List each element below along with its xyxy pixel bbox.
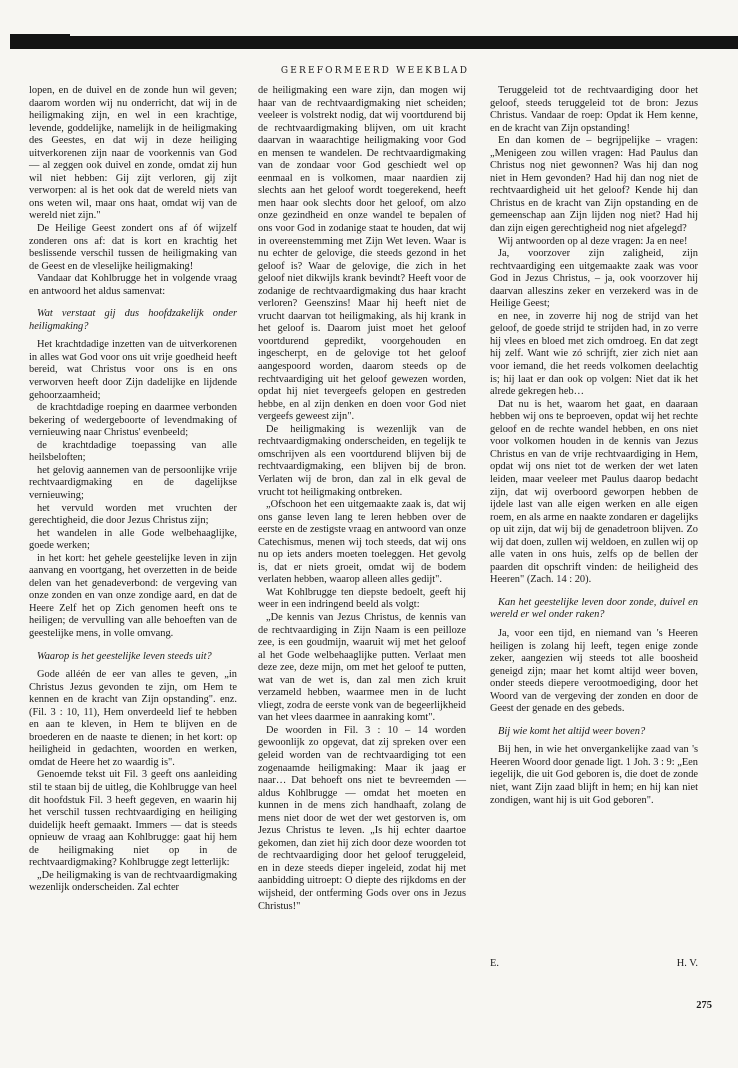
- question-heading: Waarop is het geestelijke leven steeds uit?: [37, 650, 212, 662]
- paragraph: Ja, voorzover zijn zaligheid, zijn rechtvaardiging een uitgemaakte zaak was voor God in Jezus Christus, – ja, ook voorzover hij daarvan alleszins zeker en verzekerd was in de Heilige Geest;: [490, 248, 698, 310]
- text-column-2: [258, 85, 466, 913]
- paragraph: Teruggeleid tot de rechtvaardiging door het geloof, steeds teruggeleid tot de bron: Jezus Christus. Vandaar de roep: Opdat ik Hem kenne, en de kracht van Zijn opstanding!: [490, 85, 698, 134]
- paragraph: Vandaar dat Kohlbrugge het in volgende vraag en antwoord het aldus samenvat:: [29, 273, 237, 297]
- paragraph: lopen, en de duivel en de zonde hun wil geven; daarom worden wij nu onderricht, dat wij in de heiligmaking zijn, en wel in een krachtige, levende, goddelijke, namelijk in de heiligmaking des Geestes, en dat wij in deze heiliging uitverkorenen zijn naar de voorkennis van God — al zeggen ook duivel en zonde, omdat zij hun wil niet hebben: Gij zijt verloren, gij zijt verworpen: al is het ook dat de wereld niets van ons weten wil, maar ons haat, omdat wij van de wereld niet zijn.": [29, 85, 237, 222]
- paragraph: de krachtdadige toepassing van alle heilsbeloften;: [29, 439, 237, 464]
- paragraph: het gelovig aannemen van de persoonlijke vrije rechtvaardigmaking en de dagelijkse vernieuwing;: [29, 464, 237, 501]
- paragraph: De Heilige Geest zondert ons af óf wijzelf zonderen ons af: dat is kort en krachtig het beslissende verschil tussen de heiligmaking van de Geest en de vleselijke heiligmaking!: [29, 223, 237, 272]
- question-heading: Bij wie komt het altijd weer boven?: [498, 725, 646, 737]
- paragraph: En dan komen de – begrijpelijke – vragen: „Menigeen zou willen vragen: Had Paulus dan Christus nog niet gewonnen? Was hij dan nog niet in Hem gevonden? Had hij dan nog niet de rechtvaardigheid uit het geloof? Kende hij dan Christus en de kracht van Zijn opstanding en de gemeenschap aan Zijn lijden nog niet? Had hij dan zijn eigen gerechtigheid nog niet afgelegd?: [490, 135, 698, 235]
- paragraph: Wat Kohlbrugge ten diepste bedoelt, geeft hij weer in een indringend beeld als volgt:: [258, 586, 466, 611]
- paragraph: de heiligmaking een ware zijn, dan mogen wij haar van de rechtvaardigmaking niet scheiden; veeleer is volstrekt nodig, dat wij voortdurend bij de rechtvaardigmaking blijven, om uit kracht daarvan in waarachtige heiligmaking voor God en mensen te wandelen. De rechtvaardigmaking van de zondaar voor God geschiedt wel op eenmaal en is volkomen, maar naardien zij slechts aan het geloof wordt toegerekend, heeft men haar ook slechts door het geloof, om alzo onze gezindheid en onze wandel te bepalen of ons voor God in zodanige staat te houden, dat wij in overeenstemming met Zijn Wet leven. Waar is nu echter de gelovige, die steeds gezond in het geloof is? Waar de gelovige, die zich in het geloof niet dikwijls krank bevindt? Heeft voor de zodanige de rechtvaardigmaking dus haar kracht verloren? Geenszins! Maar hij heeft niet de vrucht daarvan tot heiligmaking, als hij krank in het geloof is. Daarom juist moet het geloof voortdurend gepredikt, voorgehouden en ingescherpt, en de gelovige tot het geloof aangespoord worden, daarom steeds op de rechtvaardiging uit het geloof gewezen worden, opdat hij niet tevergeefs gelopen en gestreden hebbe, en al zijn denken en doen voor God niet vergeefs geweest zijn".: [258, 85, 466, 423]
- question-heading: Wat verstaat gij dus hoofdzakelijk onder heiligmaking?: [29, 308, 237, 332]
- paragraph: De woorden in Fil. 3 : 10 – 14 worden gewoonlijk zo opgevat, dat zij spreken over een geleid worden van de rechtvaardiging tot een zogenaamde heiligmaking: Maar ik jaag er naar… Dat behoeft ons niet te bevreemden — aldus Kohlbrugge — omdat het moeten en kunnen in de mens zich handhaaft, zolang de mens niet door de wet der wet gestorven is, om Jezus Christus te leven. „Is hij echter daartoe gekomen, dan ziet hij zich door deze woorden tot de rechtvaardiging door het geloof teruggeleid, en in deze steeds dieper ingeleid, zodat hij met aanbidding uitroept: O diepte des rijkdoms en der wijsheid, der ontferming Gods over ons in Jezus Christus!": [258, 724, 466, 912]
- paragraph: De heiligmaking is wezenlijk van de rechtvaardigmaking onderscheiden, en tegelijk te omschrijven als een voortdurend blijven bij de rechtvaardigmaking, een blijven bij de bron. Verlaten wij de bron, dan zal in elk geval de vrucht tot heiligmaking ontbreken.: [258, 423, 466, 498]
- paragraph: Genoemde tekst uit Fil. 3 geeft ons aanleiding stil te staan bij de uitleg, die Kohlbrugge van heel dit hoofdstuk Fil. 3 heeft gegeven, en waarin hij het verschil tussen rechtvaardiging en heiliging duidelijk heeft gemaakt. Immers — dat is steeds opnieuw de vraag aan Kohlbrugge: gaat hij hem de heiligmaking niet op in de rechtvaardigmaking? Kohlbrugge zegt letterlijk:: [29, 769, 237, 869]
- top-scan-edge: [10, 34, 738, 49]
- paragraph: Wij antwoorden op al deze vragen: Ja en nee!: [498, 235, 688, 247]
- signature-initial-left: E.: [490, 958, 499, 969]
- signature-initials-right: H. V.: [676, 958, 698, 969]
- paragraph: Het krachtdadige inzetten van de uitverkorenen in alles wat God voor ons uit vrije goedheid heeft bereid, wat Christus voor ons is en ons verworven heeft door Zijn dadelijke en lijdende gehoorzaamheid;: [29, 339, 237, 401]
- paragraph: het wandelen in alle Gode welbehaaglijke, goede werken;: [29, 527, 237, 552]
- paragraph: Gode alléén de eer van alles te geven, „in Christus Jezus gevonden te zijn, om Hem te kennen en de kracht van Zijn opstanding". enz. (Fil. 3 : 10, 11), Hem onverdeeld lief te hebben en aan te kleven, in Hem te blijven en de broederen en de naaste te dienen; in het kort: op heiligheid in gedachten, woorden en werken, omdat de Heere het zo waardig is".: [29, 669, 237, 768]
- question-heading: Kan het geestelijke leven door zonde, duivel en wereld er wel onder raken?: [490, 596, 698, 621]
- paragraph: in het kort: het gehele geestelijke leven in zijn aanvang en voortgang, het overzetten in de beide delen van het genadeverbond: de vergeving van onze zonden en van onze zondige aard, en dat de Heere Zelf het op Zich genomen heeft ons te heiligen; de vervulling van alle behoeften van de geestelijke mens, in volle omvang.: [29, 552, 237, 639]
- paragraph: en nee, in zoverre hij nog de strijd van het geloof, de goede strijd te strijden had, in zo verre hij vlees en bloed met zich omdroeg. En dat zegt hij zelf. Want wie zó schrijft, zier zich niet aan voor iemand, die het reeds volkomen deelachtig is; hij laat er dan ook op volgen: Niet dat ik het alrede gekregen heb…: [490, 310, 698, 398]
- page-number: 275: [696, 1000, 712, 1011]
- text-column-3: [490, 85, 698, 807]
- paragraph: Bij hen, in wie het onvergankelijke zaad van 's Heeren Woord door genade ligt. 1 Joh. 3 : 9: „Een iegelijk, die uit God geboren is, die doet de zonde niet, want Zijn zaad blijft in hem; en hij kan niet zondigen, want hij is uit God geboren".: [490, 744, 698, 806]
- paragraph: Dat nu is het, waarom het gaat, en daaraan hebben wij ons te beproeven, opdat wij het rechte geloof en de rechte wandel hebben, en ons niet voor volkomen houden in de kennis van Jezus Christus en van de vrije rechtvaardiging in Hem, opdat wij ons niet tot de werken der wet laten leiden, maar veeleer met Paulus daarop bedacht zijn, dat wij overboord geworpen hebben de ijdele last van alle eigen werken en alle eigen roem, en als arme en naakte zondaren er dagelijks op uit zijn, dat wij bij de genadetroon blijven. Zo wij dat doen, zullen wij weldoen, en zullen wij op alle vaten in ons huis, zelfs op de bellen der paarden dit opschrift vinden: de heiligheid des Heeren" (Zach. 14 : 20).: [490, 398, 698, 586]
- paragraph: Ja, voor een tijd, en niemand van 's Heeren heiligen is zolang hij leeft, tegen enige zonde zeker, aangezien wij steeds tot alle boosheid geneigd zijn; maar het komt altijd weer boven, onder steeds diepere verootmoediging, door het Woord van de vergeving der zonden en door de Geest der genade en des gebeds.: [490, 627, 698, 715]
- paragraph: „Ofschoon het een uitgemaakte zaak is, dat wij ons ganse leven lang te leren hebben over de eerste en de zestigste vraag en antwoord van onze Catechismus, menen wij toch steeds, dat wij ons nu op iets anders moeten toeleggen. Het gevolg is, dat er niets groeit, omdat wij de bodem verlaten hebben, waarop alleen alles gedijt".: [258, 499, 466, 586]
- running-head: GEREFORMEERD WEEKBLAD: [280, 66, 470, 76]
- paragraph: „De heiligmaking is van de rechtvaardigmaking wezenlijk onderscheiden. Zal echter: [29, 869, 237, 894]
- paragraph: de krachtdadige roeping en daarmee verbonden bekering of wedergeboorte of levendmaking of vernieuwing naar Christus' evenbeeld;: [29, 402, 237, 439]
- text-column-1: [29, 85, 237, 895]
- top-scan-edge-highlight: [70, 34, 738, 36]
- paragraph: „De kennis van Jezus Christus, de kennis van de rechtvaardiging in Zijn Naam is een peilloze zee, is een goudmijn, waaruit wij met het geloof al het Gode welbehaaglijke putten. Verlaat men deze zee, deze mijn, om met het geloof te putten, wat van de wet is, dan zal men zich kruit verzameld hebben, waarmee men in de lucht vliegt, zodra de eerste vonk van de begeerlijkheid van het vlees daarmee in aanraking komt".: [258, 611, 466, 724]
- paragraph: het vervuld worden met vruchten der gerechtigheid, die door Jezus Christus zijn;: [29, 502, 237, 527]
